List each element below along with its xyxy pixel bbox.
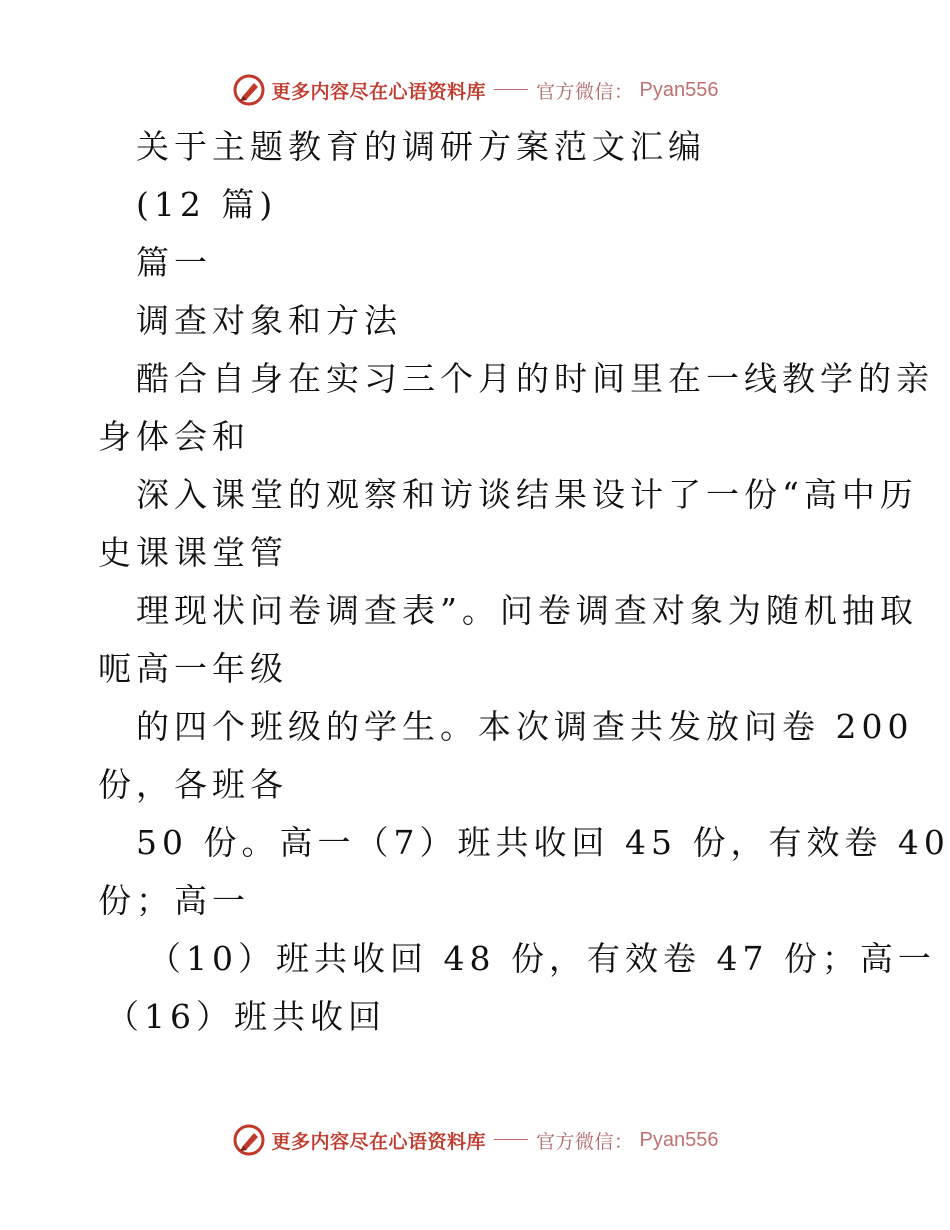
- header-wechat-label: 官方微信：: [536, 80, 634, 103]
- paragraph-line: （16）班共收回: [106, 997, 386, 1036]
- pen-nib-circle-icon: [232, 73, 266, 107]
- paragraph-line: 的四个班级的学生。本次调查共发放问卷 200: [136, 707, 914, 746]
- document-subtitle: (12 篇): [136, 185, 278, 224]
- header-wechat-id: Pyan556: [639, 78, 719, 101]
- paragraph-line: 深入课堂的观察和访谈结果设计了一份“高中历: [136, 475, 918, 514]
- footer-banner-content: [232, 1123, 719, 1157]
- header-brand-text: 更多内容尽在心语资料库: [271, 80, 487, 103]
- section-heading: 篇一: [136, 243, 212, 282]
- document-body: [98, 118, 950, 1046]
- header-banner-content: [232, 73, 719, 107]
- footer-wechat-id: Pyan556: [639, 1128, 719, 1151]
- paragraph-line: 呃高一年级: [98, 649, 288, 688]
- header-dash-divider: [494, 89, 528, 90]
- subsection-heading: 调查对象和方法: [136, 301, 402, 340]
- paragraph-line: 份；高一: [98, 881, 250, 920]
- paragraph-line: 史课课堂管: [98, 533, 288, 572]
- header-banner: [0, 70, 950, 110]
- paragraph-line: 酷合自身在实习三个月的时间里在一线教学的亲: [136, 359, 934, 398]
- footer-wechat-label: 官方微信：: [536, 1130, 634, 1153]
- footer-dash-divider: [494, 1139, 528, 1140]
- paragraph-line: 理现状问卷调查表”。问卷调查对象为随机抽取: [136, 591, 918, 630]
- paragraph-line: （10）班共收回 48 份，有效卷 47 份；高一: [148, 939, 936, 978]
- paragraph-line: 份，各班各: [98, 765, 288, 804]
- pen-nib-circle-icon: [232, 1123, 266, 1157]
- footer-banner: [0, 1120, 950, 1160]
- document-title: 关于主题教育的调研方案范文汇编: [136, 127, 706, 166]
- paragraph-line: 50 份。高一（7）班共收回 45 份，有效卷 40: [136, 823, 950, 862]
- footer-brand-text: 更多内容尽在心语资料库: [271, 1130, 487, 1153]
- paragraph-line: 身体会和: [98, 417, 250, 456]
